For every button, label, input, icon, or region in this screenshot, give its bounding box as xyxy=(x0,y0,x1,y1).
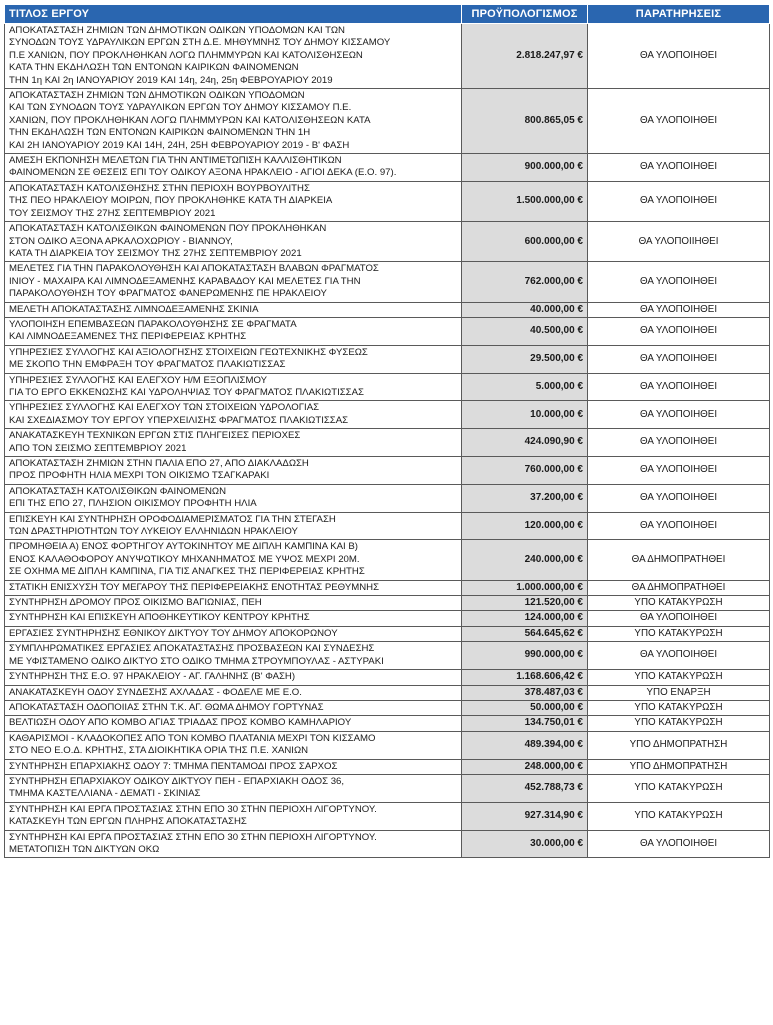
project-title-cell: ΒΕΛΤΙΩΣΗ ΟΔΟΥ ΑΠΟ ΚΟΜΒΟ ΑΓΙΑΣ ΤΡΙΑΔΑΣ ΠΡΟΣ ΚΟΜΒΟ ΚΑΜΗΛΑΡΙΟΥ xyxy=(5,716,462,731)
table-row xyxy=(5,89,770,154)
budget-cell: 762.000,00 € xyxy=(462,262,588,302)
remark-cell: ΘΑ ΥΛΟΠΟΙΗΘΕΙ xyxy=(588,457,770,485)
remark-cell: ΥΠΟ ΚΑΤΑΚΥΡΩΣΗ xyxy=(588,626,770,641)
project-title-cell: ΑΠΟΚΑΤΑΣΤΑΣΗ ΚΑΤΟΛΙΣΘΗΣΗΣ ΣΤΗΝ ΠΕΡΙΟΧΗ ΒΟΥΡΒΟΥΛΙΤΗΣ ΤΗΣ ΠΕΟ ΗΡΑΚΛΕΙΟΥ ΜΟΙΡΩΝ, ΠΟΥ ΠΡΟΚΛΗΘΗΚΕ ΚΑΤΑ ΤΗ ΔΙΑΡΚΕΙΑ ΤΟΥ ΣΕΙΣΜΟΥ ΤΗΣ 27ΗΣ ΣΕΠΤΕΜΒΡΙΟΥ 2021 xyxy=(5,181,462,221)
remark-cell: ΘΑ ΥΛΟΠΟΙΗΘΕΙ xyxy=(588,373,770,401)
table-row xyxy=(5,401,770,429)
table-row xyxy=(5,154,770,182)
remark-cell: ΘΑ ΥΛΟΠΟΙΗΘΕΙ xyxy=(588,611,770,626)
budget-cell: 424.090,90 € xyxy=(462,429,588,457)
table-row xyxy=(5,611,770,626)
budget-cell: 120.000,00 € xyxy=(462,512,588,540)
project-title-cell: ΣΤΑΤΙΚΗ ΕΝΙΣΧΥΣΗ ΤΟΥ ΜΕΓΑΡΟΥ ΤΗΣ ΠΕΡΙΦΕΡΕΙΑΚΗΣ ΕΝΟΤΗΤΑΣ ΡΕΘΥΜΝΗΣ xyxy=(5,580,462,595)
table-row xyxy=(5,429,770,457)
project-title-cell: ΚΑΘΑΡΙΣΜΟΙ - ΚΛΑΔΟΚΟΠΕΣ ΑΠΟ ΤΟΝ ΚΟΜΒΟ ΠΛΑΤΑΝΙΑ ΜΕΧΡΙ ΤΟΝ ΚΙΣΣΑΜΟ ΣΤΟ ΝΕΟ Ε.Ο.Δ. ΚΡΗΤΗΣ, ΣΤΑ ΔΙΟΙΚΗΤΙΚΑ ΟΡΙΑ ΤΗΣ Π.Ε. ΧΑΝΙΩΝ xyxy=(5,731,462,759)
project-title-cell: ΥΠΗΡΕΣΙΕΣ ΣΥΛΛΟΓΗΣ ΚΑΙ ΑΞΙΟΛΟΓΗΣΗΣ ΣΤΟΙΧΕΙΩΝ ΓΕΩΤΕΧΝΙΚΗΣ ΦΥΣΕΩΣ ΜΕ ΣΚΟΠΟ ΤΗΝ ΕΜΦΡΑΞΗ ΤΟΥ ΦΡΑΓΜΑΤΟΣ ΠΛΑΚΙΩΤΙΣΣΑΣ xyxy=(5,345,462,373)
project-title-cell: ΣΥΝΤΗΡΗΣΗ ΕΠΑΡΧΙΑΚΟΥ ΟΔΙΚΟΥ ΔΙΚΤΥΟΥ ΠΕΗ - ΕΠΑΡΧΙΑΚΗ ΟΔΟΣ 36, ΤΜΗΜΑ ΚΑΣΤΕΛΛΙΑΝΑ - ΔΕΜΑΤΙ - ΣΚΙΝΙΑΣ xyxy=(5,774,462,802)
remark-cell: ΥΠΟ ΔΗΜΟΠΡΑΤΗΣΗ xyxy=(588,759,770,774)
table-row xyxy=(5,802,770,830)
budget-cell: 378.487,03 € xyxy=(462,685,588,700)
project-title-cell: ΑΠΟΚΑΤΑΣΤΑΣΗ ΖΗΜΙΩΝ ΤΩΝ ΔΗΜΟΤΙΚΩΝ ΟΔΙΚΩΝ ΥΠΟΔΟΜΩΝ ΚΑΙ ΤΩΝ ΣΥΝΟΔΩΝ ΤΟΥΣ ΥΔΡΑΥΛΙΚΩΝ ΕΡΓΩΝ ΣΤΗ Δ.Ε. ΜΗΘΥΜΝΗΣ ΤΟΥ ΔΗΜΟΥ ΚΙΣΣΑΜΟΥ Π.Ε ΧΑΝΙΩΝ, ΠΟΥ ΠΡΟΚΛΗΘΗΚΑΝ ΛΟΓΩ ΠΛΗΜΜΥΡΩΝ ΚΑΙ ΚΑΤΟΛΙΣΘΗΣΕΩΝ ΚΑΤΑ ΤΗΝ ΕΚΔΗΛΩΣΗ ΤΩΝ ΕΝΤΟΝΩΝ ΚΑΙΡΙΚΩΝ ΦΑΙΝΟΜΕΝΩΝ ΤΗΝ 1η ΚΑΙ 2η ΙΑΝΟΥΑΡΙΟΥ 2019 ΚΑΙ 14η, 24η, 25η ΦΕΒΡΟΥΑΡΙΟΥ 2019 xyxy=(5,24,462,89)
project-title-cell: ΑΠΟΚΑΤΑΣΤΑΣΗ ΖΗΜΙΩΝ ΣΤΗΝ ΠΑΛΙΑ ΕΠΟ 27, ΑΠΟ ΔΙΑΚΛΑΔΩΣΗ ΠΡΟΣ ΠΡΟΦΗΤΗ ΗΛΙΑ ΜΕΧΡΙ ΤΟΝ ΟΙΚΙΣΜΟ ΤΣΑΓΚΑΡΑΚΙ xyxy=(5,457,462,485)
table-row xyxy=(5,774,770,802)
table-body xyxy=(5,24,770,858)
table-row xyxy=(5,262,770,302)
remark-cell: ΘΑ ΥΛΟΠΟΙΗΘΕΙ xyxy=(588,512,770,540)
remark-cell: ΘΑ ΔΗΜΟΠΡΑΤΗΘΕΙ xyxy=(588,540,770,580)
budget-cell: 240.000,00 € xyxy=(462,540,588,580)
budget-cell: 600.000,00 € xyxy=(462,222,588,262)
header-remarks: ΠΑΡΑΤΗΡΗΣΕΙΣ xyxy=(588,5,770,24)
remark-cell: ΥΠΟ ΚΑΤΑΚΥΡΩΣΗ xyxy=(588,670,770,685)
remark-cell: ΥΠΟ ΚΑΤΑΚΥΡΩΣΗ xyxy=(588,596,770,611)
project-title-cell: ΑΜΕΣΗ ΕΚΠΟΝΗΣΗ ΜΕΛΕΤΩΝ ΓΙΑ ΤΗΝ ΑΝΤΙΜΕΤΩΠΙΣΗ ΚΑΛΛΙΣΘΗΤΙΚΩΝ ΦΑΙΝΟΜΕΝΩΝ ΣΕ ΘΕΣΕΙΣ ΕΠΙ ΤΟΥ ΟΔΙΚΟΥ ΑΞΟΝΑ ΗΡΑΚΛΕΙΟ - ΑΓΙΟΙ ΔΕΚΑ (Ε.Ο. 97). xyxy=(5,154,462,182)
project-title-cell: ΥΛΟΠΟΙΗΣΗ ΕΠΕΜΒΑΣΕΩΝ ΠΑΡΑΚΟΛΟΥΘΗΣΗΣ ΣΕ ΦΡΑΓΜΑΤΑ ΚΑΙ ΛΙΜΝΟΔΕΞΑΜΕΝΕΣ ΤΗΣ ΠΕΡΙΦΕΡΕΙΑΣ ΚΡΗΤΗΣ xyxy=(5,317,462,345)
remark-cell: ΥΠΟ ΚΑΤΑΚΥΡΩΣΗ xyxy=(588,774,770,802)
budget-cell: 452.788,73 € xyxy=(462,774,588,802)
table-row xyxy=(5,596,770,611)
remark-cell: ΘΑ ΥΛΟΠΟΙΗΘΕΙ xyxy=(588,345,770,373)
budget-cell: 40.500,00 € xyxy=(462,317,588,345)
table-row xyxy=(5,670,770,685)
table-row xyxy=(5,642,770,670)
remark-cell: ΥΠΟ ΚΑΤΑΚΥΡΩΣΗ xyxy=(588,802,770,830)
table-row xyxy=(5,830,770,858)
table-row xyxy=(5,222,770,262)
budget-cell: 564.645,62 € xyxy=(462,626,588,641)
table-row xyxy=(5,181,770,221)
budget-cell: 134.750,01 € xyxy=(462,716,588,731)
project-title-cell: ΑΠΟΚΑΤΑΣΤΑΣΗ ΚΑΤΟΛΙΣΘΙΚΩΝ ΦΑΙΝΟΜΕΝΩΝ ΕΠΙ ΤΗΣ ΕΠΟ 27, ΠΛΗΣΙΟΝ ΟΙΚΙΣΜΟΥ ΠΡΟΦΗΤΗ ΗΛΙΑ xyxy=(5,484,462,512)
project-title-cell: ΣΥΝΤΗΡΗΣΗ ΕΠΑΡΧΙΑΚΗΣ ΟΔΟΥ 7: ΤΜΗΜΑ ΠΕΝΤΑΜΟΔΙ ΠΡΟΣ ΣΑΡΧΟΣ xyxy=(5,759,462,774)
table-row xyxy=(5,512,770,540)
table-row xyxy=(5,540,770,580)
remark-cell: ΘΑ ΥΛΟΠΟΙΗΘΕΙ xyxy=(588,89,770,154)
project-title-cell: ΕΡΓΑΣΙΕΣ ΣΥΝΤΗΡΗΣΗΣ ΕΘΝΙΚΟΥ ΔΙΚΤΥΟΥ ΤΟΥ ΔΗΜΟΥ ΑΠΟΚΟΡΩΝΟΥ xyxy=(5,626,462,641)
header-row xyxy=(5,5,770,24)
remark-cell: ΘΑ ΥΛΟΠΟΙΗΘΕΙ xyxy=(588,317,770,345)
remark-cell: ΘΑ ΥΛΟΠΟΙΗΘΕΙ xyxy=(588,642,770,670)
budget-cell: 30.000,00 € xyxy=(462,830,588,858)
budget-cell: 2.818.247,97 € xyxy=(462,24,588,89)
remark-cell: ΘΑ ΥΛΟΠΟΙΗΘΕΙ xyxy=(588,830,770,858)
table-row xyxy=(5,302,770,317)
remark-cell: ΥΠΟ ΔΗΜΟΠΡΑΤΗΣΗ xyxy=(588,731,770,759)
table-row xyxy=(5,731,770,759)
project-title-cell: ΑΠΟΚΑΤΑΣΤΑΣΗ ΚΑΤΟΛΙΣΘΙΚΩΝ ΦΑΙΝΟΜΕΝΩΝ ΠΟΥ ΠΡΟΚΛΗΘΗΚΑΝ ΣΤΟΝ ΟΔΙΚΟ ΑΞΟΝΑ ΑΡΚΑΛΟΧΩΡΙΟΥ - ΒΙΑΝΝΟΥ, ΚΑΤΑ ΤΗ ΔΙΑΡΚΕΙΑ ΤΟΥ ΣΕΙΣΜΟΥ ΤΗΣ 27ΗΣ ΣΕΠΤΕΜΒΡΙΟΥ 2021 xyxy=(5,222,462,262)
budget-cell: 900.000,00 € xyxy=(462,154,588,182)
budget-cell: 40.000,00 € xyxy=(462,302,588,317)
budget-cell: 1.000.000,00 € xyxy=(462,580,588,595)
budget-cell: 760.000,00 € xyxy=(462,457,588,485)
table-row xyxy=(5,373,770,401)
project-title-cell: ΣΥΝΤΗΡΗΣΗ ΚΑΙ ΕΡΓΑ ΠΡΟΣΤΑΣΙΑΣ ΣΤΗΝ ΕΠΟ 30 ΣΤΗΝ ΠΕΡΙΟΧΗ ΛΙΓΟΡΤΥΝΟΥ. ΜΕΤΑΤΟΠΙΣΗ ΤΩΝ ΔΙΚΤΥΩΝ ΟΚΩ xyxy=(5,830,462,858)
budget-cell: 121.520,00 € xyxy=(462,596,588,611)
project-title-cell: ΣΥΝΤΗΡΗΣΗ ΤΗΣ Ε.Ο. 97 ΗΡΑΚΛΕΙΟΥ - ΑΓ. ΓΑΛΗΝΗΣ (Β' ΦΑΣΗ) xyxy=(5,670,462,685)
table-row xyxy=(5,484,770,512)
budget-cell: 800.865,05 € xyxy=(462,89,588,154)
remark-cell: ΘΑ ΥΛΟΠΟΙΗΘΕΙ xyxy=(588,302,770,317)
remark-cell: ΘΑ ΥΛΟΠΟΙΗΘΕΙ xyxy=(588,262,770,302)
project-title-cell: ΕΠΙΣΚΕΥΗ ΚΑΙ ΣΥΝΤΗΡΗΣΗ ΟΡΟΦΟΔΙΑΜΕΡΙΣΜΑΤΟΣ ΓΙΑ ΤΗΝ ΣΤΕΓΑΣΗ ΤΩΝ ΔΡΑΣΤΗΡΙΟΤΗΤΩΝ ΤΟΥ ΛΥΚΕΙΟΥ ΕΛΛΗΝΙΔΩΝ ΗΡΑΚΛΕΙΟΥ xyxy=(5,512,462,540)
project-title-cell: ΥΠΗΡΕΣΙΕΣ ΣΥΛΛΟΓΗΣ ΚΑΙ ΕΛΕΓΧΟΥ Η/Μ ΕΞΟΠΛΙΣΜΟΥ ΓΙΑ ΤΟ ΕΡΓΟ ΕΚΚΕΝΩΣΗΣ ΚΑΙ ΥΔΡΟΛΗΨΙΑΣ ΤΟΥ ΦΡΑΓΜΑΤΟΣ ΠΛΑΚΙΩΤΙΣΣΑΣ xyxy=(5,373,462,401)
table-row xyxy=(5,345,770,373)
project-title-cell: ΑΠΟΚΑΤΑΣΤΑΣΗ ΖΗΜΙΩΝ ΤΩΝ ΔΗΜΟΤΙΚΩΝ ΟΔΙΚΩΝ ΥΠΟΔΟΜΩΝ ΚΑΙ ΤΩΝ ΣΥΝΟΔΩΝ ΤΟΥΣ ΥΔΡΑΥΛΙΚΩΝ ΕΡΓΩΝ ΤΟΥ ΔΗΜΟΥ ΚΙΣΣΑΜΟΥ Π.Ε. ΧΑΝΙΩΝ, ΠΟΥ ΠΡΟΚΛΗΘΗΚΑΝ ΛΟΓΩ ΠΛΗΜΜΥΡΩΝ ΚΑΙ ΚΑΤΟΛΙΣΘΗΣΕΩΝ ΚΑΤΑ ΤΗΝ ΕΚΔΗΛΩΣΗ ΤΩΝ ΕΝΤΟΝΩΝ ΚΑΙΡΙΚΩΝ ΦΑΙΝΟΜΕΝΩΝ ΤΗΝ 1Η ΚΑΙ 2Η ΙΑΝΟΥΑΡΙΟΥ 2019 ΚΑΙ 14Η, 24Η, 25Η ΦΕΒΡΟΥΑΡΙΟΥ 2019 - Β' ΦΑΣΗ xyxy=(5,89,462,154)
table-header xyxy=(5,5,770,24)
budget-cell: 50.000,00 € xyxy=(462,700,588,715)
remark-cell: ΥΠΟ ΚΑΤΑΚΥΡΩΣΗ xyxy=(588,700,770,715)
remark-cell: ΥΠΟ ΕΝΑΡΞΗ xyxy=(588,685,770,700)
budget-cell: 927.314,90 € xyxy=(462,802,588,830)
remark-cell: ΥΠΟ ΚΑΤΑΚΥΡΩΣΗ xyxy=(588,716,770,731)
project-title-cell: ΣΥΝΤΗΡΗΣΗ ΔΡΟΜΟΥ ΠΡΟΣ ΟΙΚΙΣΜΟ ΒΑΓΙΩΝΙΑΣ, ΠΕΗ xyxy=(5,596,462,611)
table-row xyxy=(5,457,770,485)
table-row xyxy=(5,317,770,345)
budget-cell: 29.500,00 € xyxy=(462,345,588,373)
project-title-cell: ΣΥΝΤΗΡΗΣΗ ΚΑΙ ΕΠΙΣΚΕΥΗ ΑΠΟΘΗΚΕΥΤΙΚΟΥ ΚΕΝΤΡΟΥ ΚΡΗΤΗΣ xyxy=(5,611,462,626)
project-title-cell: ΣΥΜΠΛΗΡΩΜΑΤΙΚΕΣ ΕΡΓΑΣΙΕΣ ΑΠΟΚΑΤΑΣΤΑΣΗΣ ΠΡΟΣΒΑΣΕΩΝ ΚΑΙ ΣΥΝΔΕΣΗΣ ΜΕ ΥΦΙΣΤΑΜΕΝΟ ΟΔΙΚΟ ΔΙΚΤΥΟ ΣΤΟ ΟΔΙΚΟ ΤΜΗΜΑ ΣΤΡΟΥΜΠΟΥΛΑΣ - ΑΣΤΥΡΑΚΙ xyxy=(5,642,462,670)
table-row xyxy=(5,716,770,731)
header-budget: ΠΡΟΫΠΟΛΟΓΙΣΜΟΣ xyxy=(462,5,588,24)
project-title-cell: ΜΕΛΕΤΗ ΑΠΟΚΑΤΑΣΤΑΣΗΣ ΛΙΜΝΟΔΕΞΑΜΕΝΗΣ ΣΚΙΝΙΑ xyxy=(5,302,462,317)
remark-cell: ΘΑ ΥΛΟΠΟΙΗΘΕΙ xyxy=(588,24,770,89)
remark-cell: ΘΑ ΥΛΟΠΟΙΗΘΕΙ xyxy=(588,401,770,429)
header-title: ΤΙΤΛΟΣ ΕΡΓΟΥ xyxy=(5,5,462,24)
remark-cell: ΘΑ ΥΛΟΠΟΙΙΗΘΕΙ xyxy=(588,222,770,262)
table-row xyxy=(5,580,770,595)
remark-cell: ΘΑ ΥΛΟΠΟΙΗΘΕΙ xyxy=(588,429,770,457)
projects-table-container xyxy=(4,4,769,858)
budget-cell: 124.000,00 € xyxy=(462,611,588,626)
project-title-cell: ΣΥΝΤΗΡΗΣΗ ΚΑΙ ΕΡΓΑ ΠΡΟΣΤΑΣΙΑΣ ΣΤΗΝ ΕΠΟ 30 ΣΤΗΝ ΠΕΡΙΟΧΗ ΛΙΓΟΡΤΥΝΟΥ. ΚΑΤΑΣΚΕΥΗ ΤΩΝ ΕΡΓΩΝ ΠΛΗΡΗΣ ΑΠΟΚΑΤΑΣΤΑΣΗΣ xyxy=(5,802,462,830)
budget-cell: 1.500.000,00 € xyxy=(462,181,588,221)
remark-cell: ΘΑ ΥΛΟΠΟΙΗΘΕΙ xyxy=(588,181,770,221)
budget-cell: 990.000,00 € xyxy=(462,642,588,670)
table-row xyxy=(5,700,770,715)
table-row xyxy=(5,685,770,700)
project-title-cell: ΑΝΑΚΑΤΑΣΚΕΥΗ ΟΔΟΥ ΣΥΝΔΕΣΗΣ ΑΧΛΑΔΑΣ - ΦΟΔΕΛΕ ΜΕ Ε.Ο. xyxy=(5,685,462,700)
project-title-cell: ΑΝΑΚΑΤΑΣΚΕΥΗ ΤΕΧΝΙΚΩΝ ΕΡΓΩΝ ΣΤΙΣ ΠΛΗΓΕΙΣΕΣ ΠΕΡΙΟΧΕΣ ΑΠΟ ΤΟΝ ΣΕΙΣΜΟ ΣΕΠΤΕΜΒΡΙΟΥ 2021 xyxy=(5,429,462,457)
project-title-cell: ΜΕΛΕΤΕΣ ΓΙΑ ΤΗΝ ΠΑΡΑΚΟΛΟΥΘΗΣΗ ΚΑΙ ΑΠΟΚΑΤΑΣΤΑΣΗ ΒΛΑΒΩΝ ΦΡΑΓΜΑΤΟΣ ΙΝΙΟΥ - ΜΑΧΑΙΡΑ ΚΑΙ ΛΙΜΝΟΔΕΞΑΜΕΝΗΣ ΚΑΡΑΒΑΔΟΥ ΚΑΙ ΜΕΛΕΤΕΣ ΓΙΑ ΤΗΝ ΠΑΡΑΚΟΛΟΥΘΗΣΗ ΤΟΥ ΦΡΑΓΜΑΤΟΣ ΦΑΝΕΡΩΜΕΝΗΣ ΠΕ ΗΡΑΚΛΕΙΟΥ xyxy=(5,262,462,302)
project-title-cell: ΠΡΟΜΗΘΕΙΑ Α) ΕΝΟΣ ΦΟΡΤΗΓΟΥ ΑΥΤΟΚΙΝΗΤΟΥ ΜΕ ΔΙΠΛΗ ΚΑΜΠΙΝΑ ΚΑΙ Β) ΕΝΟΣ ΚΑΛΑΘΟΦΟΡΟΥ ΑΝΥΨΩΤΙΚΟΥ ΜΗΧΑΝΗΜΑΤΟΣ ΜΕ ΥΨΟΣ ΜΕΧΡΙ 20Μ. ΣΕ ΟΧΗΜΑ ΜΕ ΔΙΠΛΗ ΚΑΜΠΙΝΑ, ΓΙΑ ΤΙΣ ΑΝΑΓΚΕΣ ΤΗΣ ΠΕΡΙΦΕΡΕΙΑΣ ΚΡΗΤΗΣ xyxy=(5,540,462,580)
budget-cell: 248.000,00 € xyxy=(462,759,588,774)
project-title-cell: ΑΠΟΚΑΤΑΣΤΑΣΗ ΟΔΟΠΟΙΙΑΣ ΣΤΗΝ Τ.Κ. ΑΓ. ΘΩΜΑ ΔΗΜΟΥ ΓΟΡΤΥΝΑΣ xyxy=(5,700,462,715)
projects-table xyxy=(4,4,770,858)
budget-cell: 489.394,00 € xyxy=(462,731,588,759)
remark-cell: ΘΑ ΔΗΜΟΠΡΑΤΗΘΕΙ xyxy=(588,580,770,595)
budget-cell: 1.168.606,42 € xyxy=(462,670,588,685)
project-title-cell: ΥΠΗΡΕΣΙΕΣ ΣΥΛΛΟΓΗΣ ΚΑΙ ΕΛΕΓΧΟΥ ΤΩΝ ΣΤΟΙΧΕΙΩΝ ΥΔΡΟΛΟΓΙΑΣ ΚΑΙ ΣΧΕΔΙΑΣΜΟΥ ΤΟΥ ΕΡΓΟΥ ΥΠΕΡΧΕΙΛΙΣΗΣ ΦΡΑΓΜΑΤΟΣ ΠΛΑΚΙΩΤΙΣΣΑΣ xyxy=(5,401,462,429)
budget-cell: 37.200,00 € xyxy=(462,484,588,512)
table-row xyxy=(5,24,770,89)
budget-cell: 10.000,00 € xyxy=(462,401,588,429)
budget-cell: 5.000,00 € xyxy=(462,373,588,401)
table-row xyxy=(5,759,770,774)
remark-cell: ΘΑ ΥΛΟΠΟΙΗΘΕΙ xyxy=(588,154,770,182)
remark-cell: ΘΑ ΥΛΟΠΟΙΗΘΕΙ xyxy=(588,484,770,512)
table-row xyxy=(5,626,770,641)
